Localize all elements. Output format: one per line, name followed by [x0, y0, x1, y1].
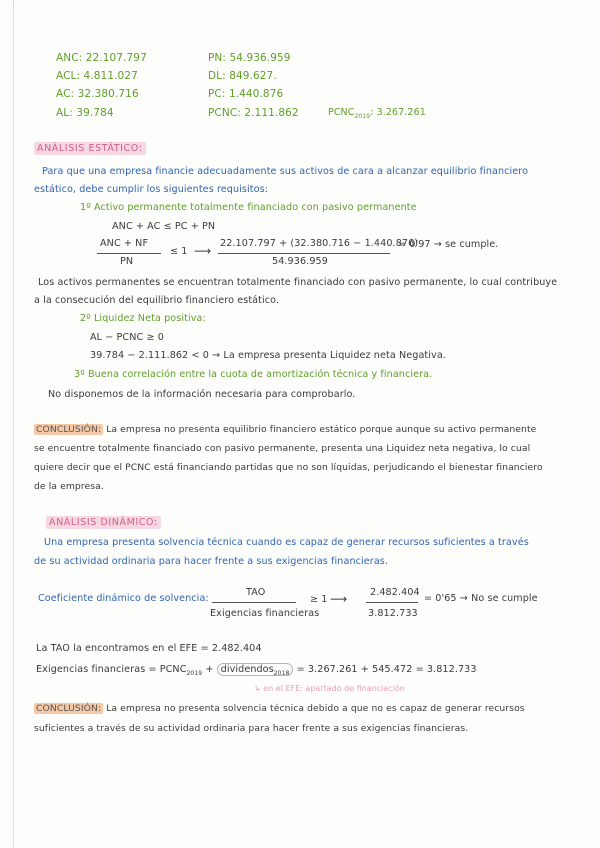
value-al: AL: 39.784 [56, 107, 114, 119]
dynamic-result: = 0'65 → No se cumple [424, 593, 538, 604]
dynamic-conclusion-label: CONCLUSIÓN: [36, 703, 102, 714]
static-conclusion-1: CONCLUSIÓN: La empresa no presenta equilibrio financiero estático porque aunque su activo permanente [36, 424, 537, 435]
value-pcnc: PCNC: 2.111.862 [208, 107, 299, 119]
value-anc: ANC: 22.107.797 [56, 52, 147, 64]
value-dl: DL: 849.627. [208, 70, 277, 82]
value-ac: AC: 32.380.716 [56, 88, 139, 100]
static-result: = 0'97 → se cumple. [398, 239, 499, 250]
calc-denominator: 54.936.959 [272, 256, 328, 267]
margin-dots [13, 0, 15, 848]
tao-line: La TAO la encontramos en el EFE = 2.482.404 [36, 643, 262, 654]
static-intro-1: Para que una empresa financie adecuadamente sus activos de cara a alcanzar equilibrio financiero [42, 166, 529, 177]
requirement-2-inequality: AL − PCNC ≥ 0 [90, 332, 164, 343]
value-pc: PC: 1.440.876 [208, 88, 284, 100]
dividendos-circled: dividendos$_{2018}$ [217, 663, 294, 676]
efe-note: ↳ en el EFE: apartado de financiación [254, 684, 405, 693]
static-intro-2: estático, debe cumplir los siguientes requisitos: [34, 184, 269, 195]
calc-fraction-bar [218, 253, 390, 254]
leq-one: ≤ 1 [170, 246, 188, 257]
exigencias-line: Exigencias financieras = $PCNC_{2019}$ + dividendos$_{2018}$ = 3.267.261 + 545.472 = 3.812.733 [36, 664, 477, 677]
dynamic-calc-fraction-bar [366, 602, 418, 603]
requirement-1: 1º Activo permanente totalmente financiado con pasivo permanente [80, 202, 417, 213]
value-pn: PN: 54.936.959 [208, 52, 291, 64]
static-explanation-2: a la consecución del equilibrio financiero estático. [34, 295, 280, 306]
requirement-2-calc: 39.784 − 2.111.862 < 0 → La empresa presenta Liquidez neta Negativa. [90, 350, 446, 361]
fraction-denominator: PN [120, 256, 134, 267]
dynamic-calc-numerator: 2.482.404 [370, 587, 420, 598]
static-conclusion-4: de la empresa. [34, 481, 104, 492]
geq-one: ≥ 1 [310, 594, 328, 605]
static-explanation-1: Los activos permanentes se encuentran totalmente financiado con pasivo permanente, lo cual contribuye [38, 277, 558, 288]
requirement-2: 2º Liquidez Neta positiva: [80, 313, 206, 324]
requirement-1-inequality: ANC + AC ≤ PC + PN [112, 221, 216, 232]
arrow-right: ⟶ [194, 244, 212, 258]
coefficient-fraction-bar [212, 602, 296, 603]
static-conclusion-3: quiere decir que el PCNC está financiando partidas que no son líquidas, perjudicando el bienestar financiero [34, 462, 543, 473]
fraction-bar [97, 253, 161, 254]
coefficient-denominator: Exigencias financieras [210, 608, 320, 619]
value-pcnc-2019: $PCNC_{2019}$: 3.267.261 [328, 107, 426, 120]
static-conclusion-label: CONCLUSIÓN: [36, 424, 102, 435]
dynamic-intro-1: Una empresa presenta solvencia técnica cuando es capaz de generar recursos suficientes a través [44, 537, 529, 548]
requirement-3-note: No disponemos de la información necesaria para comprobarlo. [48, 389, 356, 400]
static-title: ANÁLISIS ESTÁTICO: [34, 143, 146, 154]
fraction-numerator: ANC + NF [100, 238, 149, 249]
dynamic-title: ANÁLISIS DINÁMICO: [46, 517, 161, 528]
calc-numerator: 22.107.797 + (32.380.716 − 1.440.876) [220, 238, 419, 249]
dynamic-intro-2: de su actividad ordinaria para hacer frente a sus exigencias financieras. [34, 556, 389, 567]
dynamic-arrow: ⟶ [330, 592, 348, 606]
requirement-3: 3º Buena correlación entre la cuota de amortización técnica y financiera. [74, 369, 433, 380]
dynamic-conclusion-2: suficientes a través de su actividad ordinaria para hacer frente a sus exigencias financieras. [34, 723, 469, 734]
dynamic-calc-denominator: 3.812.733 [368, 608, 418, 619]
value-acl: ACL: 4.811.027 [56, 70, 138, 82]
coefficient-label: Coeficiente dinámico de solvencia: [38, 593, 209, 604]
dynamic-conclusion-1: CONCLUSIÓN: La empresa no presenta solvencia técnica debido a que no es capaz de generar recursos [36, 703, 525, 714]
coefficient-numerator: TAO [246, 587, 266, 598]
static-conclusion-2: se encuentre totalmente financiado con pasivo permanente, presenta una Liquidez neta negativa, lo cual [34, 443, 531, 454]
